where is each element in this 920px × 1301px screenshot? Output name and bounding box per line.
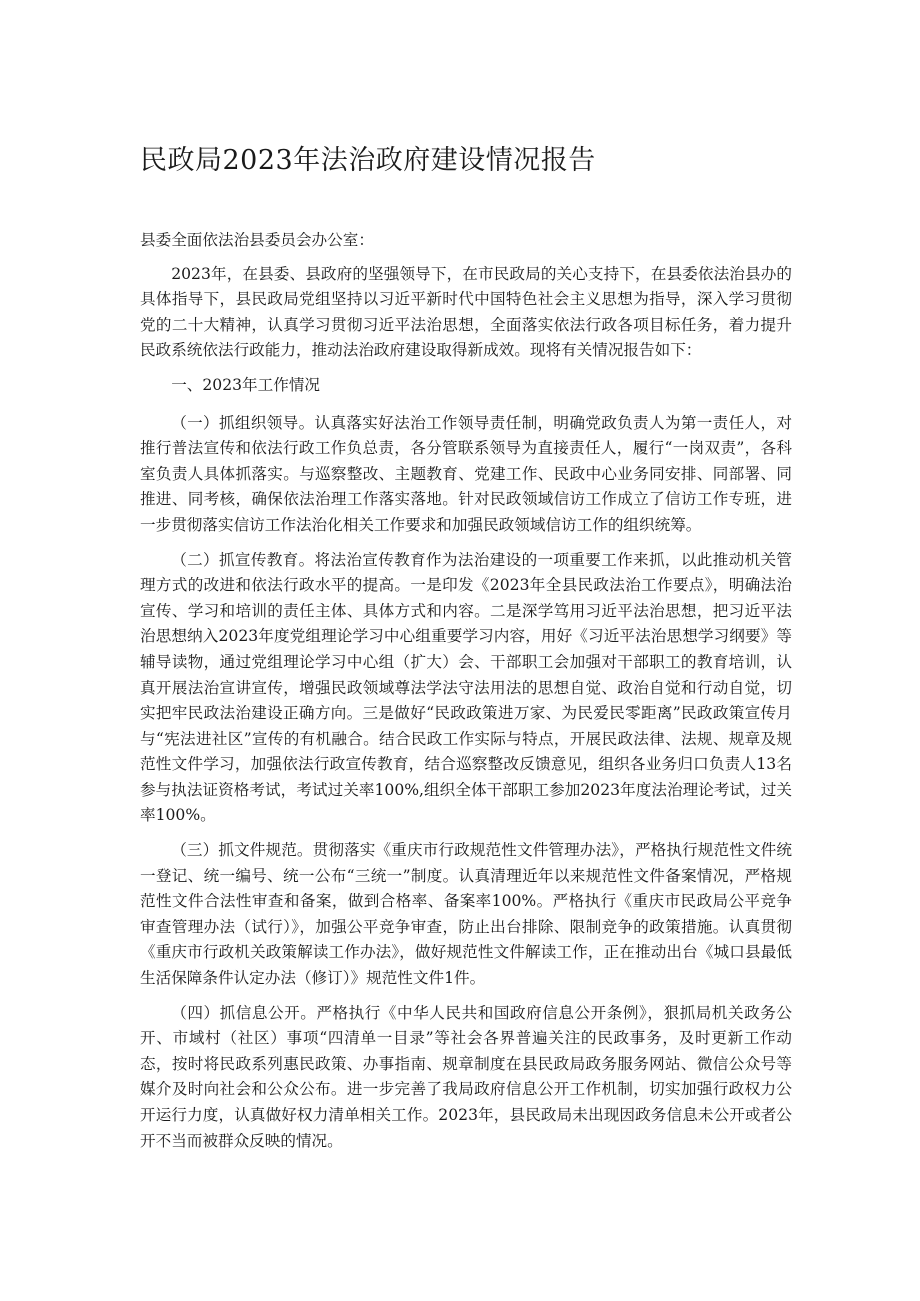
document-title: 民政局2023年法治政府建设情况报告 xyxy=(140,145,596,176)
salutation: 县委全面依法治县委员会办公室： xyxy=(140,231,374,249)
paragraph-documents: （三）抓文件规范。贯彻落实《重庆市行政规范性文件管理办法》，严格执行规范性文件统一登记、统一编号、统一公布“三统一”制度。认真清理近年以来规范性文件备案情况，严格规范性文件合法性审查和备案，做到合格率、备案率100%。严格执行《重庆市民政局公平竞争审查管理办法（试行）》，加强公平竞争审查，防止出台排除、限制竞争的政策措施。认真贯彻《重庆市行政机关政策解读工作办法》，做好规范性文件解读工作，正在推动出台《城口县最低生活保障条件认定办法（修订）》规范性文件1件。 xyxy=(140,841,792,988)
paragraph-disclosure: （四）抓信息公开。严格执行《中华人民共和国政府信息公开条例》，狠抓局机关政务公开、市域村（社区）事项“四清单一目录”等社会各界普遍关注的民政事务，及时更新工作动态，按时将民政系列惠民政策、办事指南、规章制度在县民政局政务服务网站、微信公众号等媒介及时向社会和公众公布。进一步完善了我局政府信息公开工作机制，切实加强行政权力公开运行力度，认真做好权力清单相关工作。2023年，县民政局未出现因政务信息未公开或者公开不当而被群众反映的情况。 xyxy=(140,1003,792,1150)
paragraph-publicity: （二）抓宣传教育。将法治宣传教育作为法治建设的一项重要工作来抓，以此推动机关管理方式的改进和依法行政水平的提高。一是印发《2023年全县民政法治工作要点》，明确法治宣传、学习和培训的责任主体、具体方式和内容。二是深学笃用习近平法治思想，把习近平法治思想纳入2023年度党组理论学习中心组重要学习内容，用好《习近平法治思想学习纲要》等辅导读物，通过党组理论学习中心组（扩大）会、干部职工会加强对干部职工的教育培训，认真开展法治宣讲宣传，增强民政领域尊法学法守法用法的思想自觉、政治自觉和行动自觉，切实把牢民政法治建设正确方向。三是做好“民政政策进万家、为民爱民零距离”民政政策宣传月与“宪法进社区”宣传的有机融合。结合民政工作实际与特点，开展民政法律、法规、规章及规范性文件学习，加强依法行政宣传教育，结合巡察整改反馈意见，组织各业务归口负责人13名参与执法证资格考试，考试过关率100%,组织全体干部职工参加2023年度法治理论考试，过关率100%。 xyxy=(140,550,792,825)
intro-paragraph: 2023年，在县委、县政府的坚强领导下，在市民政局的关心支持下，在县委依法治县办的具体指导下，县民政局党组坚持以习近平新时代中国特色社会主义思想为指导，深入学习贯彻党的二十大精神，认真学习贯彻习近平法治思想，全面落实依法行政各项目标任务，着力提升民政系统依法行政能力，推动法治政府建设取得新成效。现将有关情况报告如下： xyxy=(140,264,792,360)
section-heading: 一、2023年工作情况 xyxy=(171,375,321,394)
paragraph-organization: （一）抓组织领导。认真落实好法治工作领导责任制，明确党政负责人为第一责任人，对推行普法宣传和依法行政工作负总责，各分管联系领导为直接责任人，履行“一岗双责”，各科室负责人具体抓落实。与巡察整改、主题教育、党建工作、民政中心业务同安排、同部署、同推进、同考核，确保依法治理工作落实落地。针对民政领域信访工作成立了信访工作专班，进一步贯彻落实信访工作法治化相关工作要求和加强民政领域信访工作的组织统筹。 xyxy=(140,413,792,534)
document-body xyxy=(140,228,792,1163)
